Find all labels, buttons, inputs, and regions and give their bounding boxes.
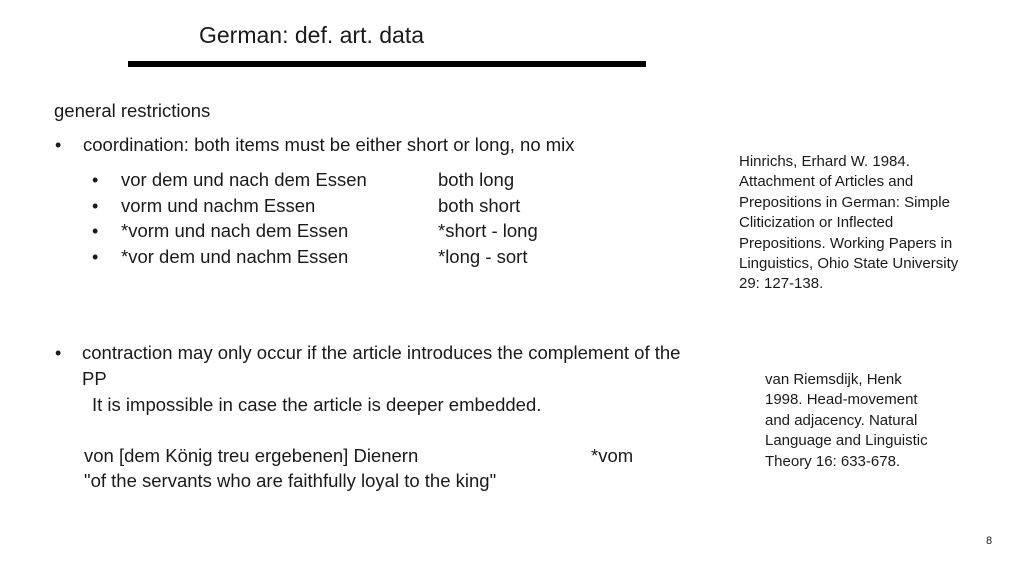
example-star-vom: *vom bbox=[591, 445, 634, 466]
bullet-contraction: • bbox=[55, 343, 62, 363]
example-phrase-1: vor dem und nach dem Essen bbox=[121, 169, 367, 190]
reference-line: Linguistics, Ohio State University bbox=[739, 255, 959, 272]
contraction-line-2: PP bbox=[82, 368, 107, 389]
example-note-2: both short bbox=[438, 195, 521, 216]
reference-line: Prepositions in German: Simple bbox=[739, 193, 950, 211]
sub-bullet: • bbox=[92, 170, 99, 190]
reference-line: Prepositions. Working Papers in bbox=[739, 234, 953, 252]
reference-line: Hinrichs, Erhard W. 1984. bbox=[739, 153, 910, 170]
contraction-line-1: contraction may only occur if the article introduces the complement of the bbox=[82, 342, 681, 363]
reference-line: Cliticization or Inflected bbox=[739, 214, 894, 232]
reference-line: Theory 16: 633-678. bbox=[765, 452, 901, 470]
general-restrictions-heading: general restrictions bbox=[54, 100, 211, 121]
reference-line: and adjacency. Natural bbox=[765, 411, 918, 429]
coordination-text: coordination: both items must be either short or long, no mix bbox=[83, 134, 575, 155]
page-number: 8 bbox=[986, 535, 993, 547]
contraction-line-3: It is impossible in case the article is deeper embedded. bbox=[92, 394, 542, 415]
reference-line: Language and Linguistic bbox=[765, 432, 928, 450]
reference-line: Attachment of Articles and bbox=[739, 173, 914, 191]
reference-line: 29: 127-138. bbox=[739, 275, 824, 293]
example-note-1: both long bbox=[438, 169, 515, 190]
title-underline bbox=[128, 61, 646, 67]
example-note-3: *short - long bbox=[438, 220, 538, 241]
example-phrase-4: *vor dem und nachm Essen bbox=[121, 246, 349, 267]
example-gloss: "of the servants who are faithfully loyal to the king" bbox=[84, 470, 497, 491]
reference-line: van Riemsdijk, Henk bbox=[765, 371, 902, 388]
example-phrase-2: vorm und nachm Essen bbox=[121, 195, 316, 216]
example-note-4: *long - sort bbox=[438, 246, 528, 267]
sub-bullet: • bbox=[92, 221, 99, 241]
sub-bullet: • bbox=[92, 196, 99, 216]
slide-title: German: def. art. data bbox=[199, 22, 425, 48]
example-phrase-von: von [dem König treu ergebenen] Dienern bbox=[84, 445, 419, 466]
reference-line: 1998. Head-movement bbox=[765, 391, 918, 409]
sub-bullet: • bbox=[92, 247, 99, 267]
bullet-coordination: • bbox=[55, 135, 62, 155]
example-phrase-3: *vorm und nach dem Essen bbox=[121, 220, 349, 241]
